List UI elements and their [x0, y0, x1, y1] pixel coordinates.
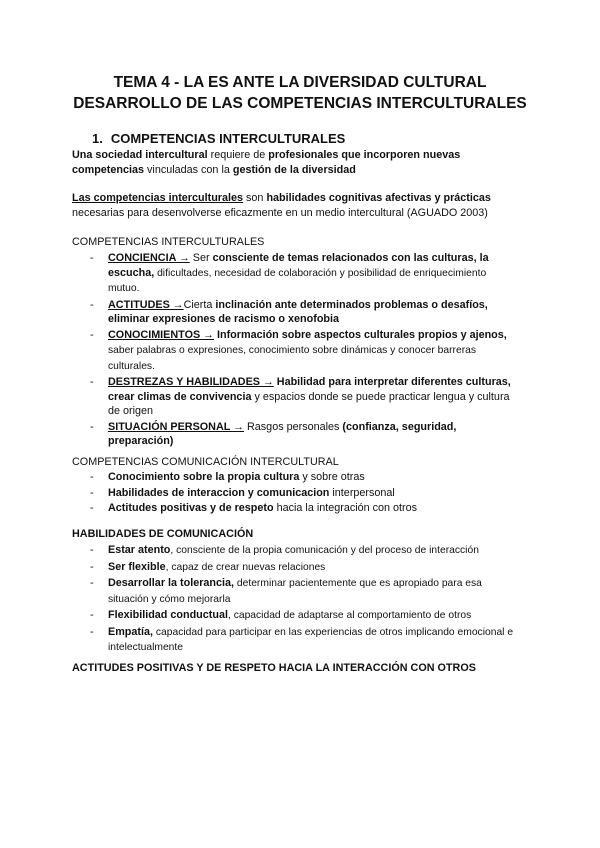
- definition-paragraph: [72, 191, 522, 221]
- list-item: [90, 625, 520, 656]
- item-bold: inclinación ante determinados problemas o desafíos, eliminar expresiones de racismo o xenofobia: [108, 298, 488, 325]
- competencias-heading: COMPETENCIAS INTERCULTURALES: [72, 236, 265, 248]
- item-text: hacia la integración con otros: [273, 502, 418, 514]
- intro-bold-1: Una sociedad intercultural: [72, 149, 208, 161]
- item-bold: Información sobre aspectos culturales propios y ajenos,: [216, 328, 507, 341]
- page-title-line-1: TEMA 4 - LA ES ANTE LA DIVERSIDAD CULTURAL: [113, 74, 487, 91]
- item-text: , consciente de la propia comunicación y del proceso de interacción: [170, 545, 479, 556]
- definition-bold: habilidades cognitivas afectivas y prácticas: [266, 192, 491, 204]
- list-item: [90, 560, 520, 576]
- item-text: determinar pacientemente que es apropiado para esa situación y cómo mejorarla: [108, 578, 482, 605]
- intro-text-2: vinculadas con la: [144, 164, 233, 176]
- item-text: capacidad para participar en las experiencias de otros implicando emocional e intelectualmente: [108, 626, 514, 653]
- item-bold: Ser flexible: [108, 560, 166, 573]
- item-label: CONOCIMIENTOS →: [108, 328, 214, 341]
- item-text: Rasgos personales: [243, 420, 343, 433]
- item-label: SITUACIÓN PERSONAL →: [108, 420, 244, 433]
- item-text: , capacidad de adaptarse al comportamiento de otros: [227, 610, 472, 621]
- list-item: [90, 420, 520, 449]
- item-bold: Empatía,: [108, 625, 154, 638]
- list-item: [90, 486, 520, 501]
- item-text: Cierta: [183, 298, 216, 311]
- page-title-line-2: DESARROLLO DE LAS COMPETENCIAS INTERCULTURALES: [73, 95, 527, 112]
- definition-term: Las competencias interculturales: [72, 192, 244, 204]
- habilidades-heading: HABILIDADES DE COMUNICACIÓN: [72, 528, 254, 540]
- item-bold: Habilidades de interaccion y comunicacion: [108, 486, 330, 499]
- item-label: ACTITUDES →: [108, 298, 184, 311]
- item-bold: Conocimiento sobre la propia cultura: [108, 471, 300, 483]
- item-bold: Habilidad para interpretar diferentes culturas, crear climas de convivencia: [108, 376, 511, 403]
- section-title: COMPETENCIAS INTERCULTURALES: [110, 131, 346, 146]
- item-text: Ser: [189, 252, 213, 264]
- item-text: y sobre otras: [299, 471, 365, 483]
- item-bold: Flexibilidad conductual: [108, 609, 228, 621]
- item-label: DESTREZAS Y HABILIDADES →: [108, 376, 274, 388]
- item-bold: consciente de temas relacionados con las culturas, la escucha,: [108, 252, 489, 279]
- section-number: 1.: [92, 131, 103, 146]
- intro-bold-3: gestión de la diversidad: [232, 164, 356, 176]
- item-text: y espacios donde se puede practicar lengua y cultura de origen: [108, 390, 510, 417]
- list-item: [90, 328, 520, 375]
- item-text: interpersonal: [329, 486, 395, 499]
- intro-bold-2: profesionales que incorporen nuevas competencias: [72, 149, 461, 176]
- intro-text-1: requiere de: [207, 149, 269, 161]
- definition-text-2: necesarias para desenvolverse eficazmente en un medio intercultural (AGUADO 2003): [72, 207, 488, 219]
- comunicacion-heading: COMPETENCIAS COMUNICACIÓN INTERCULTURAL: [72, 456, 339, 468]
- competencias-list: [90, 251, 520, 450]
- definition-text-1: son: [243, 192, 267, 204]
- list-item: [90, 576, 520, 607]
- item-bold: Actitudes positivas y de respeto: [108, 502, 274, 514]
- item-bold: Estar atento: [108, 544, 171, 556]
- item-text: dificultades, necesidad de colaboración y posibilidad de enriquecimiento mutuo.: [108, 267, 487, 294]
- list-item: [90, 298, 520, 327]
- item-text: saber palabras o expresiones, conocimiento sobre dinámicas y conocer barreras culturales.: [108, 345, 477, 372]
- list-item: [90, 501, 520, 516]
- list-item: [90, 470, 520, 485]
- habilidades-list: [90, 543, 520, 657]
- item-bold: (confianza, seguridad, preparación): [108, 420, 457, 447]
- item-bold: Desarrollar la tolerancia,: [108, 577, 235, 589]
- list-item: [90, 375, 520, 419]
- list-item: [90, 251, 520, 297]
- item-text: , capaz de crear nuevas relaciones: [165, 561, 326, 573]
- intro-paragraph: [72, 148, 522, 178]
- item-label: CONCIENCIA →: [108, 252, 190, 264]
- list-item: [90, 608, 520, 624]
- actitudes-heading: ACTITUDES POSITIVAS Y DE RESPETO HACIA LA INTERACCIÓN CON OTROS: [72, 662, 476, 674]
- section-heading: [92, 131, 345, 146]
- comunicacion-list: [90, 470, 520, 517]
- list-item: [90, 543, 520, 559]
